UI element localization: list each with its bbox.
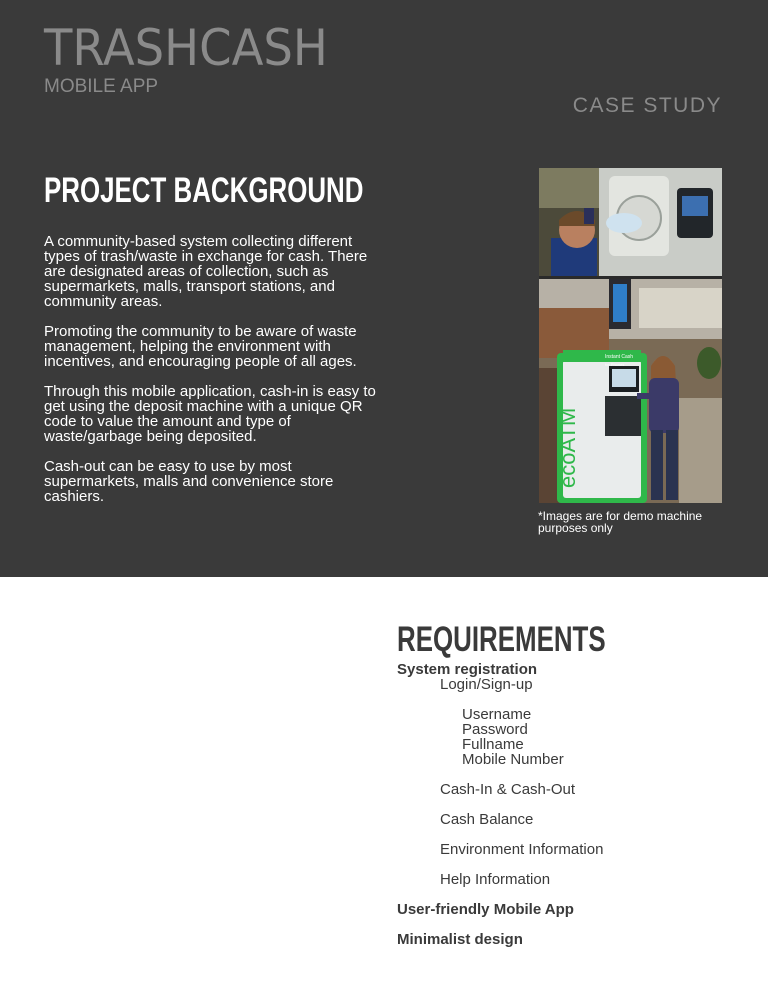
case-study-label: CASE STUDY [572, 94, 722, 117]
req-minimalist: Minimalist design [397, 931, 523, 948]
brand-subtitle: MOBILE APP [44, 76, 159, 97]
req-field: Password [462, 721, 528, 738]
brand-title: TRASHCASH [44, 19, 328, 77]
image-caption: *Images are for demo machine purposes only [538, 509, 703, 535]
machine-banner-label: Instant Cash [605, 354, 634, 360]
requirements-list [397, 662, 737, 947]
req-field: Username [462, 706, 532, 723]
background-paragraph: Through this mobile application, cash-in is easy to get using the deposit machine with a unique QR code to value the amount and type of waste/garbage being deposited. [44, 383, 376, 445]
demo-machine-photo [539, 168, 722, 503]
machine-brand-label: ecoATM [555, 407, 580, 488]
req-feature: Cash Balance [440, 811, 534, 828]
req-user-friendly: User-friendly Mobile App [397, 901, 574, 918]
project-background-heading: PROJECT BACKGROUND [44, 171, 364, 210]
req-field: Fullname [462, 736, 524, 753]
project-background-text [44, 234, 384, 519]
req-login-signup: Login/Sign-up [440, 676, 533, 693]
req-feature: Environment Information [440, 841, 604, 858]
req-system-registration: System registration [397, 661, 538, 678]
req-feature: Help Information [440, 871, 551, 888]
background-paragraph: A community-based system collecting different types of trash/waste in exchange for cash. There are designated areas of collection, such as supermarkets, malls, transport stations, and community areas. [44, 233, 368, 310]
machine-banner-sub-label: for Phones [605, 362, 625, 367]
background-paragraph: Promoting the community to be aware of waste management, helping the environment with incentives, and encouraging people of all ages. [44, 323, 357, 370]
req-feature: Cash-In & Cash-Out [440, 781, 576, 798]
req-field: Mobile Number [462, 751, 564, 768]
background-paragraph: Cash-out can be easy to use by most supermarkets, malls and convenience store cashiers. [44, 458, 334, 505]
requirements-heading: REQUIREMENTS [397, 620, 606, 659]
